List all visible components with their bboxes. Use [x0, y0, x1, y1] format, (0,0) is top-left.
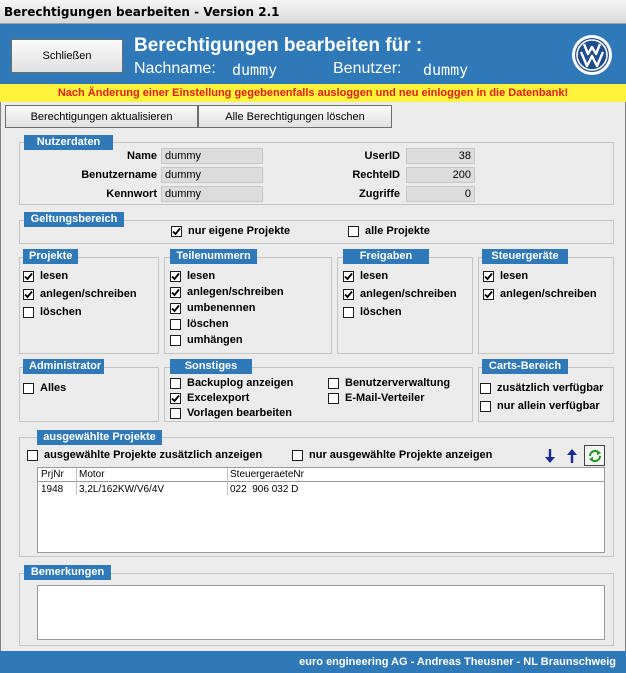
checkbox-label: Excelexport [187, 392, 250, 404]
checkbox-box[interactable] [343, 271, 354, 282]
checkbox-label: lesen [500, 270, 529, 282]
refresh-icon[interactable] [584, 445, 605, 466]
arrow-down-icon[interactable] [540, 446, 559, 465]
carts-group [478, 367, 614, 422]
vw-logo-icon [571, 34, 613, 76]
checkbox-box[interactable] [23, 289, 34, 300]
checkbox-box[interactable] [170, 408, 181, 419]
checkbox-label: nur ausgewählte Projekte anzeigen [309, 449, 493, 461]
checkbox-box[interactable] [170, 335, 181, 346]
zugriffe-label: Zugriffe [359, 188, 400, 200]
sonstiges-title: Sonstiges [170, 359, 252, 374]
column-header-motor[interactable]: Motor [79, 469, 105, 480]
password-field[interactable]: dummy [161, 186, 263, 202]
username-label: Benutzername [81, 169, 157, 181]
checkbox-box[interactable] [23, 307, 34, 318]
checkbox-box[interactable] [170, 303, 181, 314]
nutzerdaten-title: Nutzerdaten [24, 135, 113, 150]
checkbox-box[interactable] [27, 450, 38, 461]
checkbox-label: löschen [360, 306, 402, 318]
checkbox-item[interactable] [343, 288, 457, 300]
checkbox-label: anlegen/schreiben [40, 288, 137, 300]
checkbox-label: umbenennen [187, 302, 256, 314]
rechteid-field[interactable]: 200 [406, 167, 475, 183]
checkbox-item[interactable] [23, 288, 137, 300]
lastname-value: dummy [232, 61, 278, 79]
checkbox-label: lesen [360, 270, 389, 282]
checkbox-box[interactable] [480, 401, 491, 412]
geltungsbereich-title: Geltungsbereich [24, 212, 124, 227]
password-label: Kennwort [106, 188, 157, 200]
checkbox-box[interactable] [483, 271, 494, 282]
teilenummern-title: Teilenummern [170, 249, 257, 264]
checkbox-label: zusätzlich verfügbar [497, 382, 604, 394]
administrator-title: Administrator [23, 359, 104, 374]
checkbox-item[interactable] [480, 400, 600, 412]
bemerkungen-title: Bemerkungen [24, 565, 111, 580]
checkbox-label: nur eigene Projekte [188, 225, 291, 237]
name-field[interactable]: dummy [161, 148, 263, 164]
user-value: dummy [423, 61, 469, 79]
arrow-up-icon[interactable] [562, 446, 581, 465]
backuplog-checkbox[interactable] [170, 377, 293, 389]
checkbox-label: lesen [187, 270, 216, 282]
checkbox-label: alle Projekte [365, 225, 430, 237]
userid-field[interactable]: 38 [406, 148, 475, 164]
checkbox-box[interactable] [480, 383, 491, 394]
freigaben-title: Freigaben [343, 249, 429, 264]
checkbox-box[interactable] [483, 289, 494, 300]
checkbox-label: lesen [40, 270, 69, 282]
checkbox-label: nur allein verfügbar [497, 400, 600, 412]
checkbox-box[interactable] [343, 289, 354, 300]
lastname-label: Nachname: [134, 60, 216, 77]
checkbox-label: Benutzerverwaltung [345, 377, 451, 389]
vorlagen-checkbox[interactable] [170, 407, 292, 419]
zugriffe-field[interactable]: 0 [406, 186, 475, 202]
user-label: Benutzer: [333, 60, 402, 77]
checkbox-box[interactable] [170, 271, 181, 282]
close-button[interactable]: Schließen [11, 39, 123, 73]
column-divider [76, 468, 77, 495]
email-verteiler-checkbox[interactable] [328, 392, 424, 404]
column-header-steuergeraetenr[interactable]: SteuergeraeteNr [230, 469, 304, 480]
checkbox-item[interactable] [23, 270, 68, 282]
checkbox-item[interactable] [170, 318, 229, 330]
checkbox-item[interactable] [343, 270, 388, 282]
checkbox-box[interactable] [328, 393, 339, 404]
list-header-divider [38, 481, 604, 482]
warning-banner: Nach Änderung einer Einstellung gegebenenfalls ausloggen und neu einloggen in die Datenbank! [0, 84, 626, 102]
show-additional-checkbox[interactable] [27, 449, 262, 461]
projektliste-title: ausgewählte Projekte [37, 430, 162, 445]
checkbox-item[interactable] [483, 270, 528, 282]
checkbox-label: ausgewählte Projekte zusätzlich anzeigen [44, 449, 263, 461]
checkbox-item[interactable] [170, 286, 284, 298]
all-projects-checkbox[interactable] [348, 225, 430, 237]
column-divider [227, 468, 228, 495]
column-header-prjnr[interactable]: PrjNr [41, 469, 64, 480]
checkbox-item[interactable] [483, 288, 597, 300]
checkbox-label: E-Mail-Verteiler [345, 392, 425, 404]
table-cell-steuergeraetenr[interactable]: 022 906 032 D [230, 484, 299, 495]
window-title: Berechtigungen bearbeiten - Version 2.1 [0, 0, 626, 24]
checkbox-box[interactable] [348, 226, 359, 237]
steuergeraete-title: Steuergeräte [482, 249, 568, 264]
checkbox-label: umhängen [187, 334, 243, 346]
administrator-group [19, 367, 159, 422]
checkbox-box[interactable] [171, 226, 182, 237]
checkbox-item[interactable] [170, 270, 215, 282]
checkbox-item[interactable] [170, 302, 255, 314]
checkbox-box[interactable] [343, 307, 354, 318]
checkbox-box[interactable] [292, 450, 303, 461]
checkbox-item[interactable] [170, 334, 243, 346]
own-projects-checkbox[interactable] [171, 225, 290, 237]
refresh-permissions-button[interactable]: Berechtigungen aktualisieren [5, 105, 198, 128]
carts-title: Carts-Bereich [482, 359, 568, 374]
table-cell-prjnr[interactable]: 1948 [41, 484, 64, 495]
checkbox-box[interactable] [170, 393, 181, 404]
checkbox-label: löschen [187, 318, 229, 330]
delete-all-permissions-button[interactable]: Alle Berechtigungen löschen [198, 105, 392, 128]
excelexport-checkbox[interactable] [170, 392, 249, 404]
userid-label: UserID [364, 150, 400, 162]
checkbox-item[interactable] [23, 382, 66, 394]
show-only-checkbox[interactable] [292, 449, 492, 461]
name-label: Name [127, 150, 157, 162]
benutzerverwaltung-checkbox[interactable] [328, 377, 450, 389]
checkbox-box[interactable] [170, 378, 181, 389]
checkbox-box[interactable] [170, 287, 181, 298]
checkbox-label: anlegen/schreiben [360, 288, 457, 300]
remarks-textarea[interactable] [37, 585, 605, 640]
checkbox-box[interactable] [170, 319, 181, 330]
checkbox-box[interactable] [328, 378, 339, 389]
checkbox-label: anlegen/schreiben [187, 286, 284, 298]
checkbox-label: Alles [40, 382, 67, 394]
projects-listbox[interactable] [37, 467, 605, 553]
checkbox-label: Vorlagen bearbeiten [187, 407, 292, 419]
checkbox-label: Backuplog anzeigen [187, 377, 294, 389]
checkbox-item[interactable] [23, 306, 82, 318]
checkbox-item[interactable] [343, 306, 402, 318]
table-cell-motor[interactable]: 3,2L/162KW/V6/4V [79, 484, 165, 495]
checkbox-item[interactable] [480, 382, 603, 394]
checkbox-label: anlegen/schreiben [500, 288, 597, 300]
page-title: Berechtigungen bearbeiten für : [134, 35, 423, 56]
rechteid-label: RechteID [352, 169, 400, 181]
checkbox-box[interactable] [23, 271, 34, 282]
checkbox-label: löschen [40, 306, 82, 318]
username-field[interactable]: dummy [161, 167, 263, 183]
footer-bar: euro engineering AG - Andreas Theusner - NL Braunschweig [0, 651, 626, 673]
checkbox-box[interactable] [23, 383, 34, 394]
projekte-title: Projekte [23, 249, 78, 264]
